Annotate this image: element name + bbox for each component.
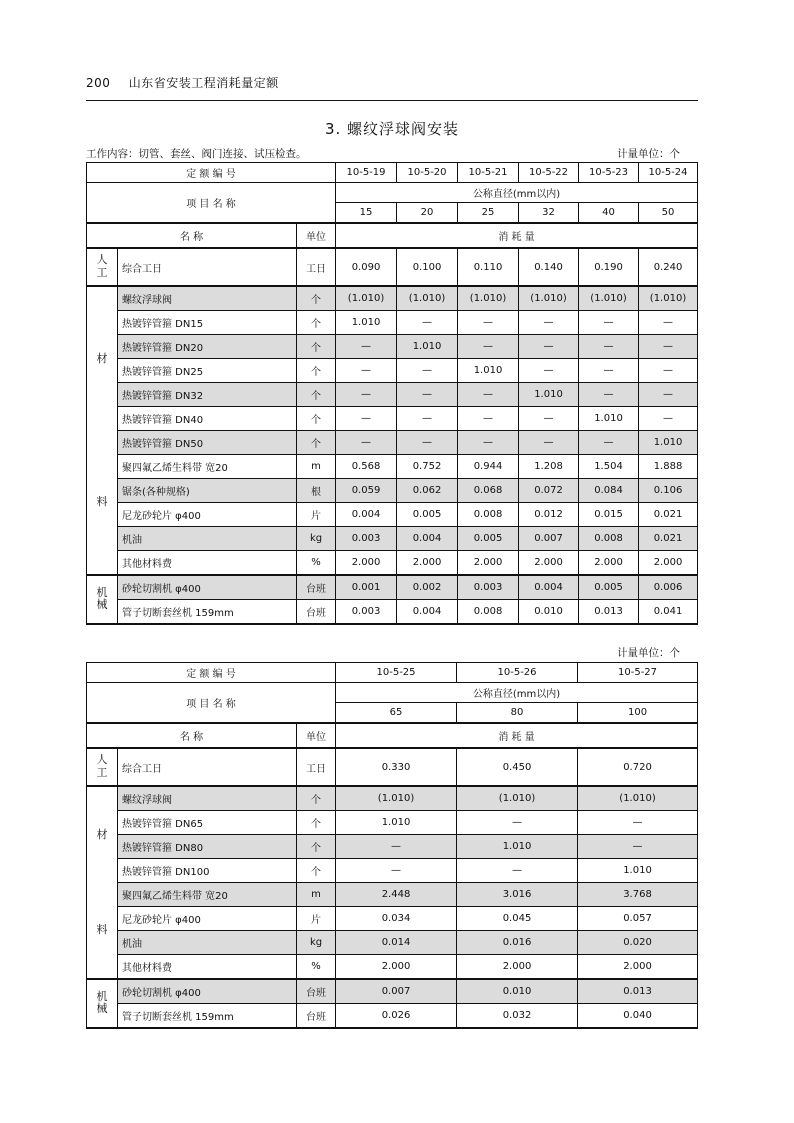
materials-row	[87, 455, 698, 479]
item-name: 热镀锌管箍 DN100	[118, 859, 297, 883]
item-name: 砂轮切割机 φ400	[118, 575, 297, 600]
materials-row	[87, 835, 698, 859]
value-cell: 0.006	[639, 575, 698, 600]
value-cell: 0.240	[639, 248, 698, 286]
item-unit: 台班	[297, 575, 336, 600]
materials-row	[87, 479, 698, 503]
value-cell: —	[639, 311, 698, 335]
value-cell: 0.034	[336, 907, 457, 931]
name-header: 名 称	[87, 723, 297, 748]
materials-row	[87, 431, 698, 455]
value-cell: (1.010)	[336, 286, 397, 311]
item-name: 管子切断套丝机 159mm	[118, 1004, 297, 1029]
page-number: 200	[86, 76, 111, 90]
value-cell: —	[639, 383, 698, 407]
value-cell: 1.208	[519, 455, 579, 479]
quota-table-2	[86, 662, 698, 1029]
work-content: 工作内容：切管、套丝、阀门连接、试压检查。	[86, 148, 307, 160]
item-unit: 个	[297, 359, 336, 383]
value-cell: 0.944	[458, 455, 519, 479]
item-unit: 个	[297, 335, 336, 359]
diameter-cell: 80	[457, 703, 578, 724]
materials-row	[87, 286, 698, 311]
item-unit: 个	[297, 859, 336, 883]
value-cell: 1.888	[639, 455, 698, 479]
value-cell: 0.026	[336, 1004, 457, 1029]
column-header-row	[87, 723, 698, 748]
value-cell: —	[336, 407, 397, 431]
value-cell: 0.008	[579, 527, 639, 551]
value-cell: 1.504	[579, 455, 639, 479]
value-cell: 0.003	[336, 527, 397, 551]
value-cell: 0.568	[336, 455, 397, 479]
value-cell: 0.090	[336, 248, 397, 286]
item-name: 综合工日	[118, 748, 297, 786]
value-cell: (1.010)	[397, 286, 458, 311]
value-cell: 1.010	[519, 383, 579, 407]
value-cell: 0.021	[639, 527, 698, 551]
unit-label-1: 计量单位：个	[617, 148, 680, 160]
value-cell: 1.010	[397, 335, 458, 359]
item-unit: 台班	[297, 600, 336, 625]
value-cell: 0.003	[458, 575, 519, 600]
value-cell: 0.007	[336, 979, 457, 1004]
labor-category-label: 人工	[87, 248, 118, 286]
value-cell: 1.010	[336, 311, 397, 335]
value-cell: 0.004	[519, 575, 579, 600]
quota-code: 10-5-22	[519, 163, 579, 183]
value-cell: 0.045	[457, 907, 578, 931]
material-group	[87, 979, 698, 1028]
item-unit: 个	[297, 286, 336, 311]
value-cell: 0.008	[458, 600, 519, 625]
diameter-cell: 15	[336, 203, 397, 224]
item-name: 机油	[118, 931, 297, 955]
value-cell: 2.000	[458, 551, 519, 576]
item-name: 聚四氟乙烯生料带 宽20	[118, 883, 297, 907]
spec-header-row	[87, 683, 698, 703]
value-cell: 0.014	[336, 931, 457, 955]
value-cell: 0.003	[336, 600, 397, 625]
header-rule	[86, 100, 698, 101]
unit-header: 单位	[297, 723, 336, 748]
spec-header: 公称直径(mm以内)	[336, 183, 698, 203]
value-cell: —	[639, 359, 698, 383]
spec-header-row	[87, 183, 698, 203]
value-cell: —	[336, 335, 397, 359]
materials-category-label: 材 料	[87, 786, 118, 979]
value-cell: 0.084	[579, 479, 639, 503]
value-cell: —	[578, 811, 698, 835]
item-unit: kg	[297, 527, 336, 551]
machines-category-label: 机械	[87, 575, 118, 624]
quota-number-label: 定 额 编 号	[87, 163, 336, 183]
book-title: 山东省安装工程消耗量定额	[128, 76, 279, 90]
value-cell: 0.007	[519, 527, 579, 551]
section-title: 3. 螺纹浮球阀安装	[324, 120, 460, 138]
value-cell: —	[578, 835, 698, 859]
value-cell: 1.010	[639, 431, 698, 455]
quota-code: 10-5-26	[457, 663, 578, 683]
value-cell: (1.010)	[639, 286, 698, 311]
value-cell: 1.010	[578, 859, 698, 883]
value-cell: —	[458, 383, 519, 407]
value-cell: 0.059	[336, 479, 397, 503]
materials-row	[87, 955, 698, 980]
diameter-cell: 25	[458, 203, 519, 224]
item-name: 尼龙砂轮片 φ400	[118, 503, 297, 527]
value-cell: 0.016	[457, 931, 578, 955]
item-unit: 个	[297, 786, 336, 811]
item-unit: 个	[297, 835, 336, 859]
item-name: 砂轮切割机 φ400	[118, 979, 297, 1004]
value-cell: 0.005	[397, 503, 458, 527]
materials-row	[87, 383, 698, 407]
item-name: 热镀锌管箍 DN40	[118, 407, 297, 431]
unit-label-2: 计量单位：个	[617, 647, 680, 659]
spec-header: 公称直径(mm以内)	[336, 683, 698, 703]
item-name: 综合工日	[118, 248, 297, 286]
diameter-cell: 20	[397, 203, 458, 224]
value-cell: —	[336, 431, 397, 455]
item-unit: 个	[297, 311, 336, 335]
value-cell: 0.752	[397, 455, 458, 479]
value-cell: 2.000	[336, 551, 397, 576]
value-cell: 0.330	[336, 748, 457, 786]
value-cell: 2.000	[578, 955, 698, 980]
value-cell: 0.032	[457, 1004, 578, 1029]
consumption-header: 消 耗 量	[336, 223, 698, 248]
machines-row	[87, 1004, 698, 1029]
materials-row	[87, 335, 698, 359]
value-cell: (1.010)	[519, 286, 579, 311]
diameter-cell: 100	[578, 703, 698, 724]
item-unit: 片	[297, 503, 336, 527]
machines-row	[87, 575, 698, 600]
value-cell: —	[397, 431, 458, 455]
value-cell: —	[336, 835, 457, 859]
value-cell: 2.000	[336, 955, 457, 980]
quota-code: 10-5-27	[578, 663, 698, 683]
value-cell: —	[458, 335, 519, 359]
item-name: 其他材料费	[118, 551, 297, 576]
value-cell: 0.106	[639, 479, 698, 503]
value-cell: 0.450	[457, 748, 578, 786]
value-cell: 0.013	[578, 979, 698, 1004]
value-cell: 3.768	[578, 883, 698, 907]
materials-row	[87, 786, 698, 811]
item-name: 螺纹浮球阀	[118, 286, 297, 311]
materials-row	[87, 907, 698, 931]
diameter-cell: 65	[336, 703, 457, 724]
value-cell: —	[519, 311, 579, 335]
value-cell: 0.015	[579, 503, 639, 527]
quota-code: 10-5-25	[336, 663, 457, 683]
value-cell: 2.000	[579, 551, 639, 576]
value-cell: 0.004	[397, 527, 458, 551]
value-cell: 0.005	[579, 575, 639, 600]
machines-category-label: 机械	[87, 979, 118, 1028]
machines-row	[87, 600, 698, 625]
value-cell: 0.001	[336, 575, 397, 600]
value-cell: 0.068	[458, 479, 519, 503]
quota-number-row	[87, 163, 698, 183]
item-name: 热镀锌管箍 DN25	[118, 359, 297, 383]
value-cell: 1.010	[457, 835, 578, 859]
value-cell: —	[336, 383, 397, 407]
materials-row	[87, 527, 698, 551]
value-cell: —	[579, 359, 639, 383]
materials-row	[87, 551, 698, 576]
value-cell: —	[519, 335, 579, 359]
item-unit: 个	[297, 407, 336, 431]
item-unit: 台班	[297, 1004, 336, 1029]
value-cell: 0.720	[578, 748, 698, 786]
quota-table-1	[86, 162, 698, 625]
value-cell: 1.010	[579, 407, 639, 431]
value-cell: 0.062	[397, 479, 458, 503]
labor-group	[87, 286, 698, 575]
value-cell: —	[458, 407, 519, 431]
value-cell: 0.041	[639, 600, 698, 625]
value-cell: —	[639, 407, 698, 431]
item-name: 热镀锌管箍 DN80	[118, 835, 297, 859]
quota-code: 10-5-23	[579, 163, 639, 183]
item-unit: 台班	[297, 979, 336, 1004]
value-cell: —	[458, 431, 519, 455]
value-cell: —	[519, 359, 579, 383]
materials-row	[87, 359, 698, 383]
value-cell: 0.057	[578, 907, 698, 931]
value-cell: —	[579, 383, 639, 407]
item-unit: m	[297, 883, 336, 907]
value-cell: —	[579, 431, 639, 455]
materials-row	[87, 407, 698, 431]
item-name: 机油	[118, 527, 297, 551]
item-name: 热镀锌管箍 DN32	[118, 383, 297, 407]
value-cell: 0.008	[458, 503, 519, 527]
value-cell: 0.002	[397, 575, 458, 600]
quota-code: 10-5-21	[458, 163, 519, 183]
value-cell: —	[458, 311, 519, 335]
labor-row	[87, 748, 698, 786]
value-cell: —	[336, 359, 397, 383]
value-cell: (1.010)	[578, 786, 698, 811]
quota-code: 10-5-20	[397, 163, 458, 183]
quota-code: 10-5-24	[639, 163, 698, 183]
value-cell: —	[397, 311, 458, 335]
item-name: 热镀锌管箍 DN65	[118, 811, 297, 835]
value-cell: 0.021	[639, 503, 698, 527]
materials-row	[87, 311, 698, 335]
item-unit: 个	[297, 431, 336, 455]
value-cell: 0.004	[336, 503, 397, 527]
value-cell: 2.000	[397, 551, 458, 576]
item-unit: %	[297, 551, 336, 576]
quota-code: 10-5-19	[336, 163, 397, 183]
quota-number-row	[87, 663, 698, 683]
value-cell: —	[397, 407, 458, 431]
value-cell: —	[397, 383, 458, 407]
item-unit: m	[297, 455, 336, 479]
item-unit: kg	[297, 931, 336, 955]
value-cell: 0.010	[519, 600, 579, 625]
item-name: 尼龙砂轮片 φ400	[118, 907, 297, 931]
value-cell: 0.190	[579, 248, 639, 286]
item-name: 其他材料费	[118, 955, 297, 980]
unit-header: 单位	[297, 223, 336, 248]
diameter-cell: 32	[519, 203, 579, 224]
consumption-header: 消 耗 量	[336, 723, 698, 748]
value-cell: 0.110	[458, 248, 519, 286]
value-cell: 0.005	[458, 527, 519, 551]
value-cell: (1.010)	[458, 286, 519, 311]
value-cell: 3.016	[457, 883, 578, 907]
value-cell: 2.448	[336, 883, 457, 907]
value-cell: —	[519, 431, 579, 455]
item-unit: 根	[297, 479, 336, 503]
item-name: 热镀锌管箍 DN20	[118, 335, 297, 359]
item-unit: %	[297, 955, 336, 980]
value-cell: —	[336, 859, 457, 883]
labor-row	[87, 248, 698, 286]
item-name: 热镀锌管箍 DN15	[118, 311, 297, 335]
value-cell: 0.010	[457, 979, 578, 1004]
item-unit: 个	[297, 811, 336, 835]
page-header	[86, 74, 698, 91]
material-group	[87, 575, 698, 624]
machines-row	[87, 979, 698, 1004]
value-cell: —	[397, 359, 458, 383]
value-cell: (1.010)	[336, 786, 457, 811]
value-cell: 2.000	[519, 551, 579, 576]
value-cell: 2.000	[457, 955, 578, 980]
value-cell: 2.000	[639, 551, 698, 576]
item-unit: 片	[297, 907, 336, 931]
value-cell: —	[457, 811, 578, 835]
value-cell: —	[579, 335, 639, 359]
value-cell: —	[639, 335, 698, 359]
value-cell: 0.040	[578, 1004, 698, 1029]
value-cell: 1.010	[336, 811, 457, 835]
column-header-row	[87, 223, 698, 248]
item-unit: 个	[297, 383, 336, 407]
labor-group	[87, 786, 698, 979]
value-cell: —	[519, 407, 579, 431]
item-name: 管子切断套丝机 159mm	[118, 600, 297, 625]
materials-row	[87, 503, 698, 527]
value-cell: 1.010	[458, 359, 519, 383]
item-name: 热镀锌管箍 DN50	[118, 431, 297, 455]
item-name: 聚四氟乙烯生料带 宽20	[118, 455, 297, 479]
materials-row	[87, 883, 698, 907]
value-cell: —	[579, 311, 639, 335]
value-cell: 0.004	[397, 600, 458, 625]
value-cell: 0.100	[397, 248, 458, 286]
value-cell: 0.013	[579, 600, 639, 625]
materials-row	[87, 811, 698, 835]
value-cell: 0.072	[519, 479, 579, 503]
work-content-line	[86, 146, 696, 161]
item-unit: 工日	[297, 248, 336, 286]
materials-category-label: 材 料	[87, 286, 118, 575]
item-name: 锯条(各种规格)	[118, 479, 297, 503]
item-unit: 工日	[297, 748, 336, 786]
value-cell: (1.010)	[457, 786, 578, 811]
labor-category-label: 人工	[87, 748, 118, 786]
value-cell: 0.140	[519, 248, 579, 286]
value-cell: (1.010)	[579, 286, 639, 311]
value-cell: 0.020	[578, 931, 698, 955]
diameter-cell: 40	[579, 203, 639, 224]
quota-number-label: 定 额 编 号	[87, 663, 336, 683]
item-name-label: 项 目 名 称	[87, 183, 336, 224]
item-name: 螺纹浮球阀	[118, 786, 297, 811]
materials-row	[87, 931, 698, 955]
item-name-label: 项 目 名 称	[87, 683, 336, 724]
value-cell: —	[457, 859, 578, 883]
name-header: 名 称	[87, 223, 297, 248]
value-cell: 0.012	[519, 503, 579, 527]
diameter-cell: 50	[639, 203, 698, 224]
materials-row	[87, 859, 698, 883]
